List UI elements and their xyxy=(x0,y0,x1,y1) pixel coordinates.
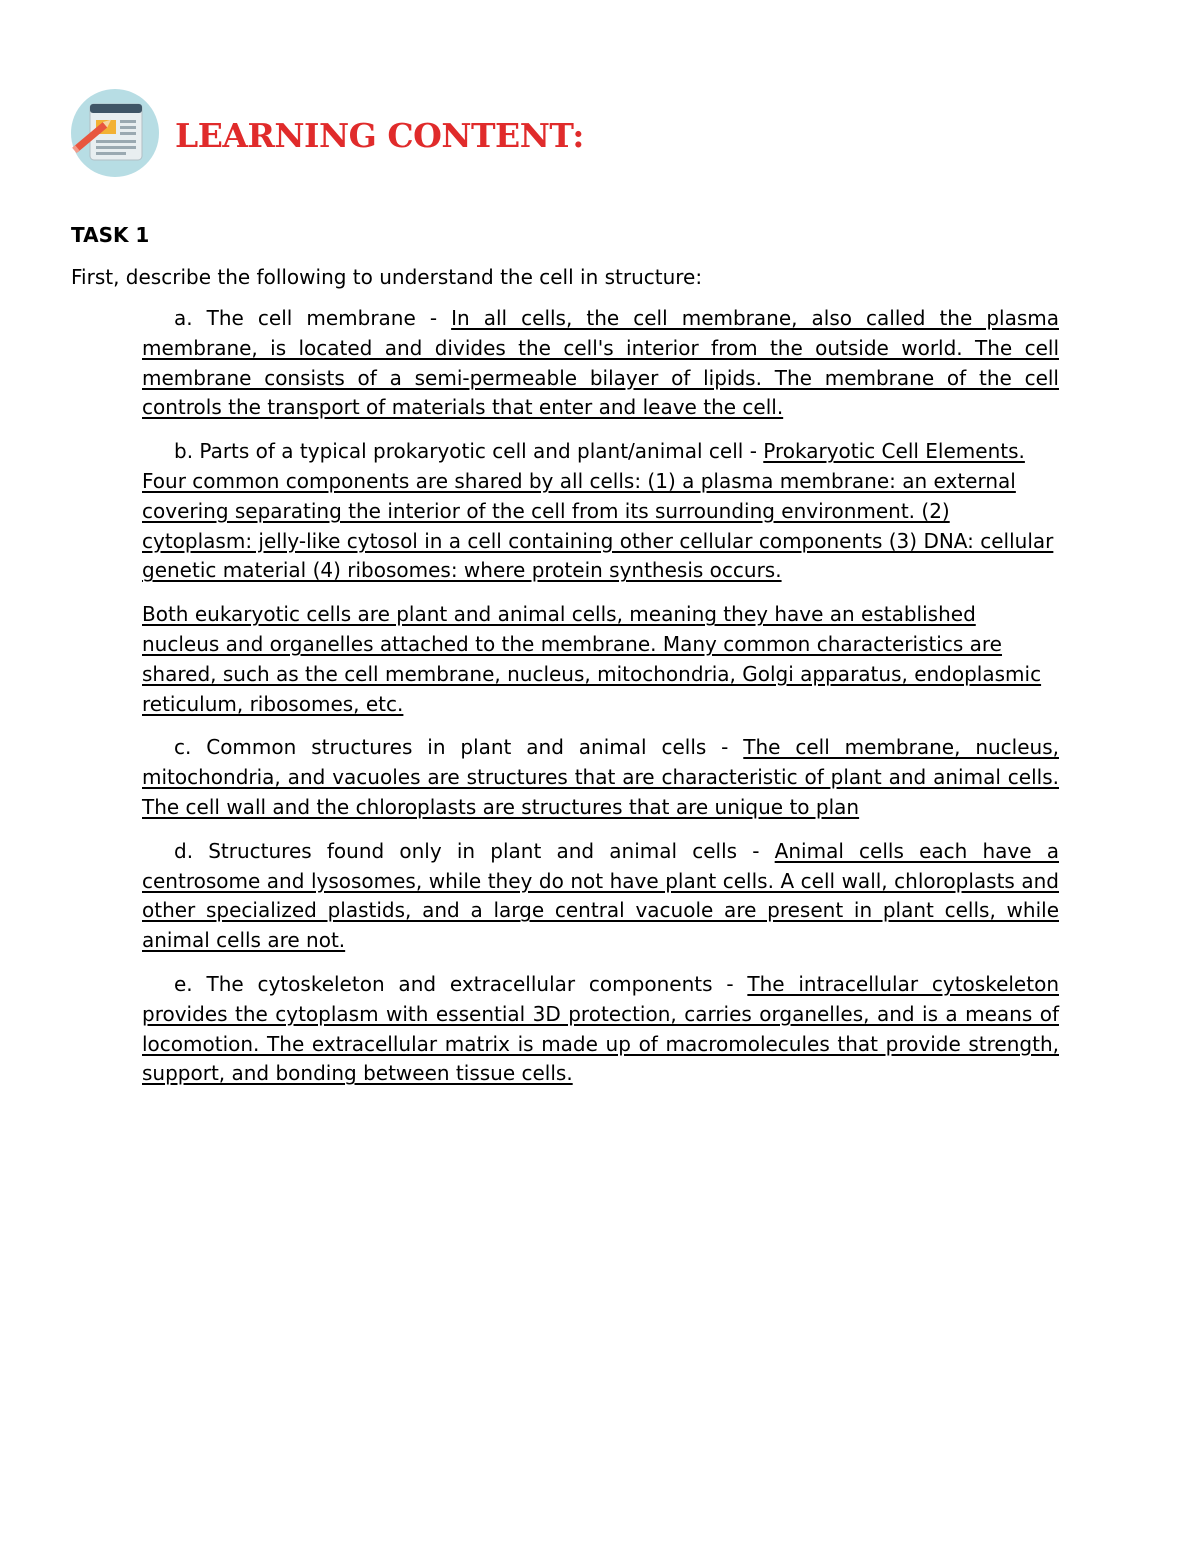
learning-content-header xyxy=(70,88,770,178)
item-unique-structures xyxy=(142,837,1059,956)
item-label: d. Structures found only in plant and animal cells - xyxy=(174,838,775,863)
item-label: c. Common structures in plant and animal cells - xyxy=(174,735,744,760)
task-heading: TASK 1 xyxy=(71,223,150,247)
item-label: a. The cell membrane - xyxy=(174,306,452,330)
item-label: e. The cytoskeleton and extracellular components - xyxy=(174,971,748,996)
task-intro: First, describe the following to understand the cell in structure: xyxy=(71,265,703,289)
eukaryotic-paragraph: Both eukaryotic cells are plant and animal cells, meaning they have an established nucleus and organelles attached to the membrane. Many common characteristics are shared, such as the cell membrane, nucleus, mitochondria, Golgi apparatus, endoplasmic reticulum, ribosomes, etc. xyxy=(142,602,1042,716)
page-title: LEARNING CONTENT: xyxy=(175,116,584,155)
item-answer: The intracellular cytoskeleton provides the cytoplasm with essential 3D protection, carries organelles, and is a means of locomotion. The extracellular matrix is made up of macromolecules that provide strength, support, and bonding between tissue cells. xyxy=(142,971,1059,1086)
item-answer: Animal cells each have a centrosome and lysosomes, while they do not have plant cells. A cell wall, chloroplasts and other specialized plastids, and a large central vacuole are present in plant cells, while animal cells are not. xyxy=(142,838,1059,953)
item-cytoskeleton xyxy=(142,970,1059,1089)
item-common-structures xyxy=(142,733,1059,822)
item-answer: In all cells, the cell membrane, also called the plasma membrane, is located and divides the cell's interior from the outside world. The cell membrane consists of a semi-permeable bilayer of lipids. The membrane of the cell controls the transport of materials that enter and leave the cell. xyxy=(142,306,1059,420)
task-content xyxy=(71,222,1061,1103)
item-label: b. Parts of a typical prokaryotic cell and plant/animal cell - xyxy=(174,439,764,464)
item-cell-parts xyxy=(142,437,1059,586)
item-answer: Prokaryotic Cell Elements. Four common components are shared by all cells: (1) a plasma membrane: an external covering separating the interior of the cell from its surrounding environment. (2) cytoplasm: jelly-like cytosol in a cell containing other cellular components (3) DNA: cellular genetic material (4) ribosomes: where protein synthesis occurs. xyxy=(142,439,1054,583)
item-answer: The cell membrane, nucleus, mitochondria, and vacuoles are structures that are characteristic of plant and animal cells. The cell wall and the chloroplasts are structures that are unique to plan xyxy=(142,735,1059,819)
item-cell-membrane xyxy=(142,304,1059,423)
newspaper-icon xyxy=(70,88,160,178)
